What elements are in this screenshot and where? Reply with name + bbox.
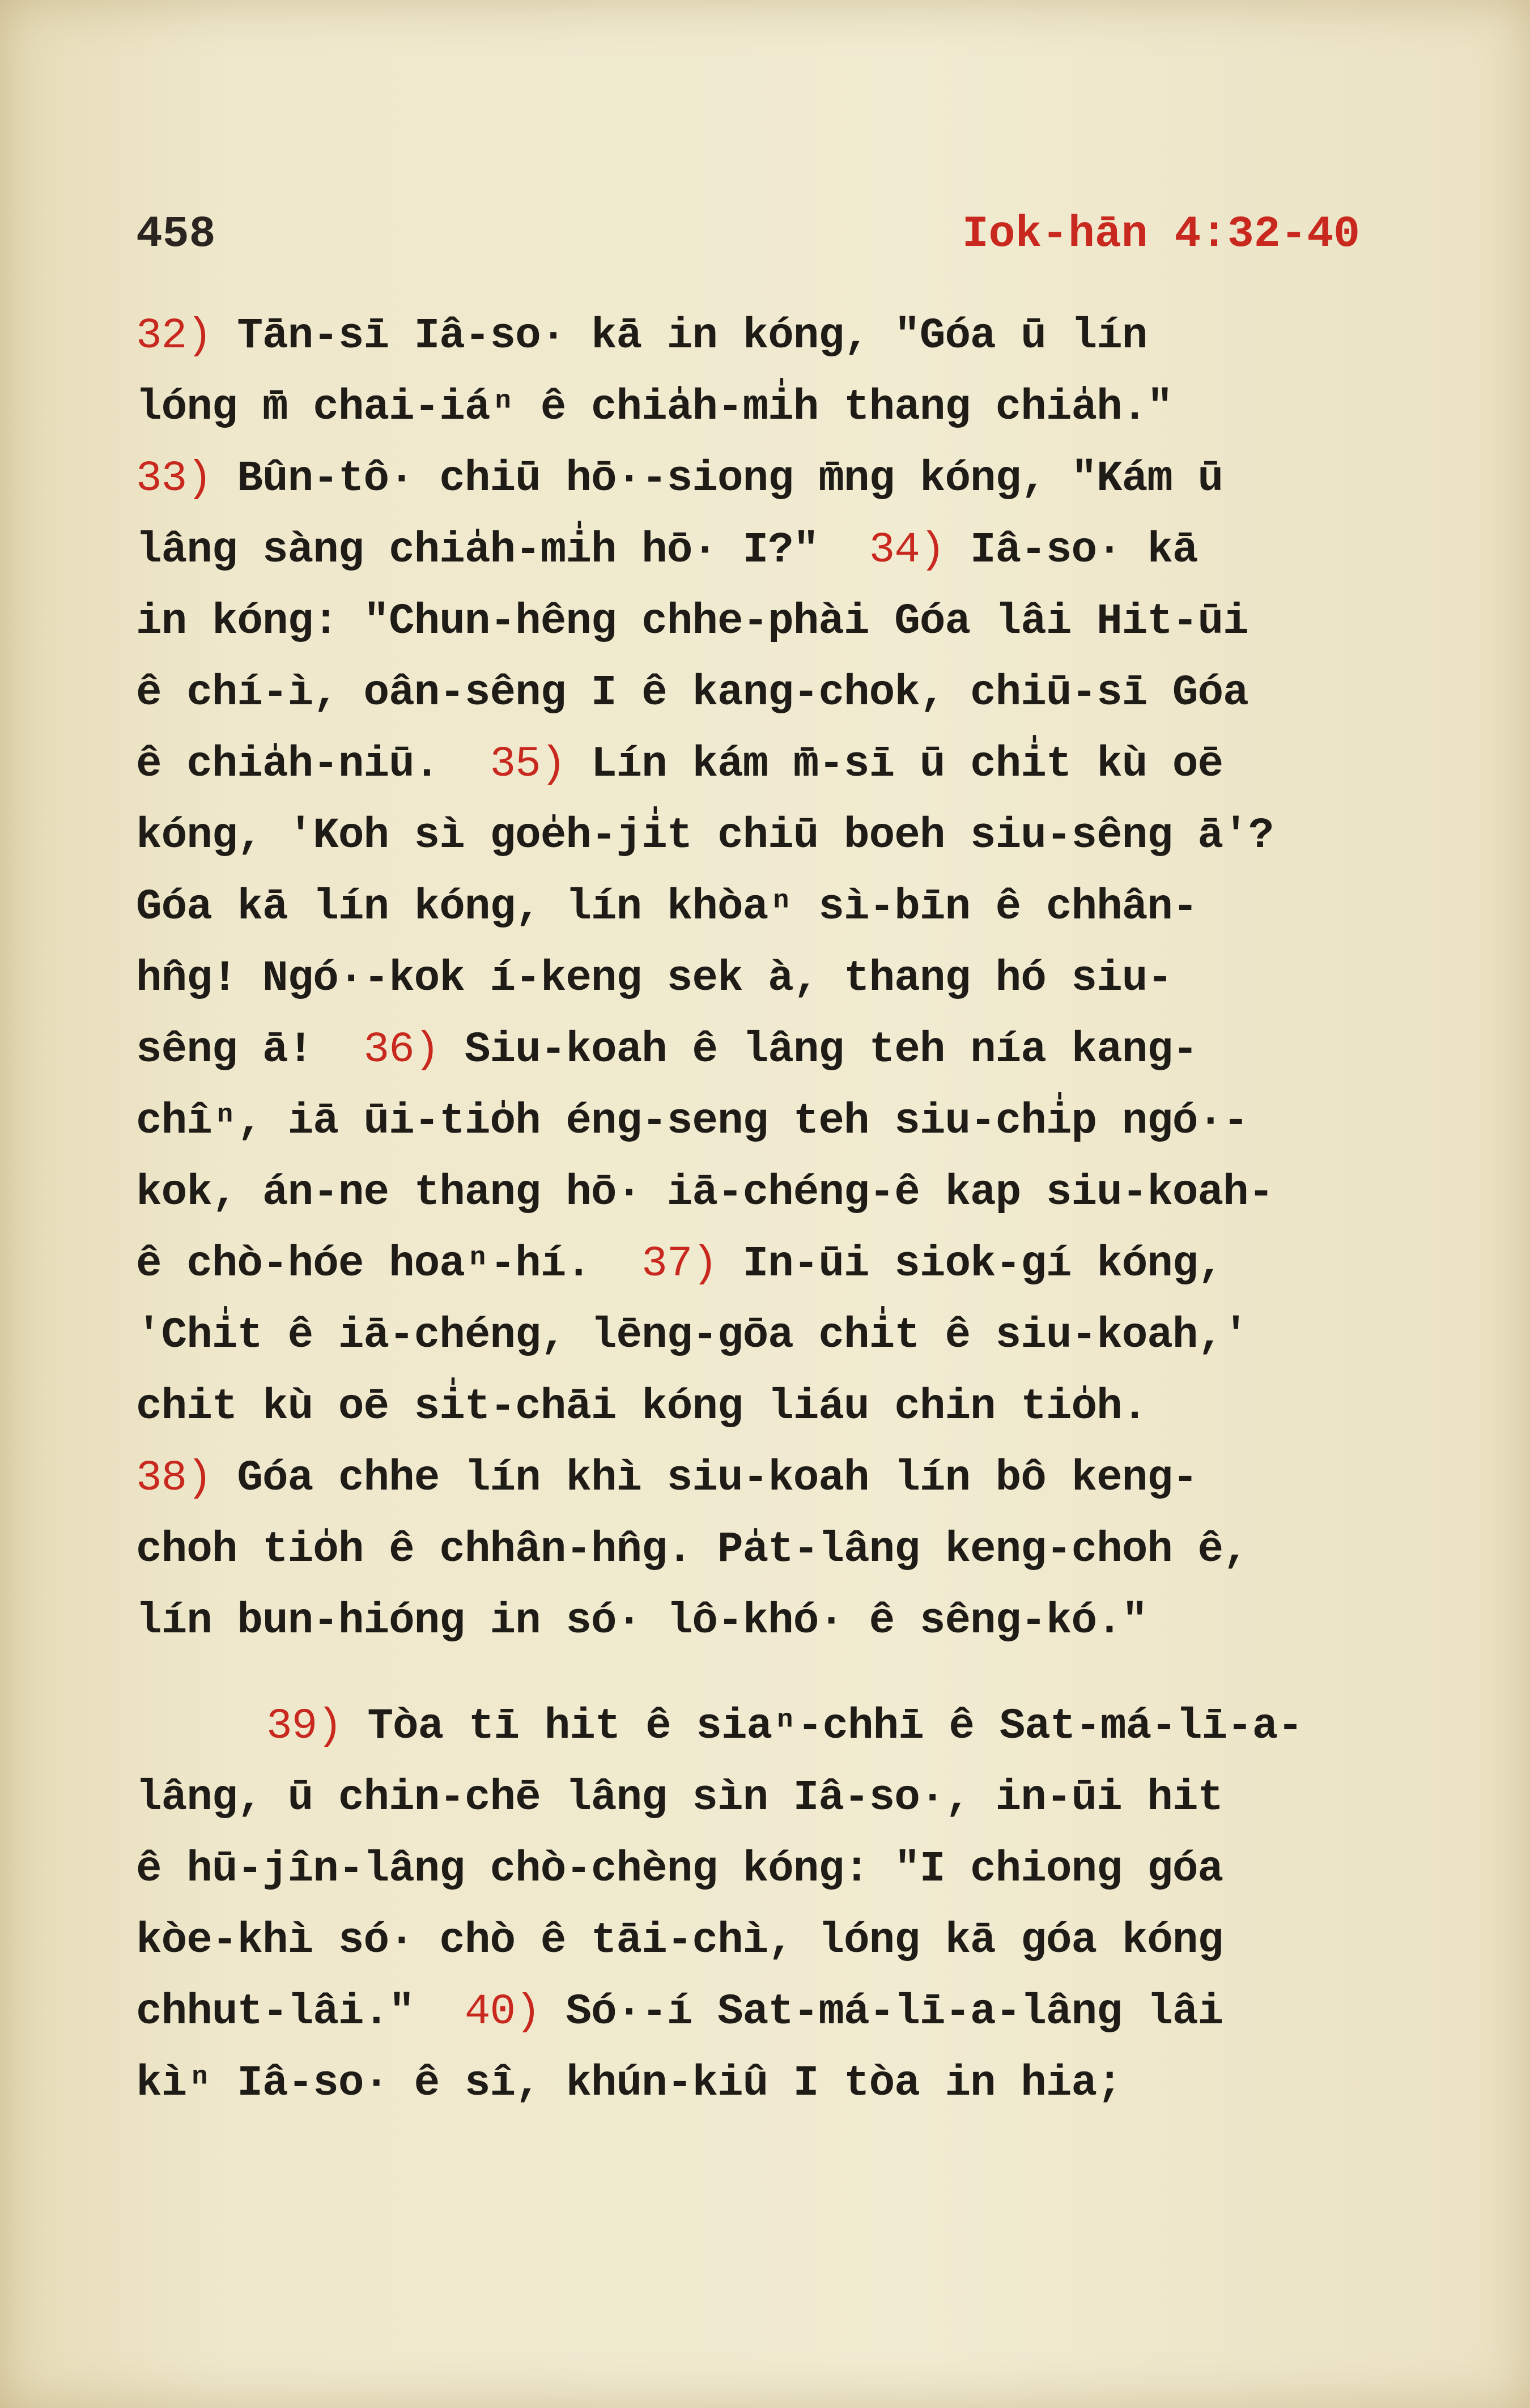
line-text: Lín kám m̄-sī ū chi̍t kù oē bbox=[566, 740, 1223, 789]
text-line bbox=[136, 1300, 1462, 1371]
text-line bbox=[136, 300, 1462, 372]
text-line bbox=[136, 1443, 1462, 1514]
running-title: Iok-hān 4:32-40 bbox=[962, 210, 1360, 259]
line-text: lâng sàng chia̍h-mi̍h hō· I?" bbox=[136, 526, 819, 575]
verse-number: 39) bbox=[266, 1702, 342, 1751]
line-text: kòe-khì só· chò ê tāi-chì, lóng kā góa kóng bbox=[136, 1916, 1223, 1965]
line-text: choh tio̍h ê chhân-hn̂g. Pa̍t-lâng keng-choh ê, bbox=[136, 1525, 1248, 1574]
page-number: 458 bbox=[136, 210, 216, 259]
line-text: Góa kā lín kóng, lín khòaⁿ sì-bīn ê chhân- bbox=[136, 883, 1198, 931]
text-line bbox=[136, 729, 1462, 800]
line-text: Bûn-tô· chiū hō·-siong m̄ng kóng, "Kám ū bbox=[211, 454, 1223, 503]
text-line bbox=[136, 657, 1462, 729]
line-text: lóng m̄ chai-iáⁿ ê chia̍h-mi̍h thang chia̍h." bbox=[136, 383, 1172, 432]
verse-number: 37) bbox=[641, 1240, 717, 1288]
text-line bbox=[136, 1514, 1462, 1585]
line-text: Góa chhe lín khì siu-koah lín bô keng- bbox=[211, 1454, 1198, 1503]
line-text: kok, án-ne thang hō· iā-chéng-ê kap siu-koah- bbox=[136, 1168, 1274, 1217]
line-text: Siu-koah ê lâng teh nía kang- bbox=[439, 1026, 1198, 1074]
line-text: sêng ā! bbox=[136, 1026, 313, 1074]
verse-number: 35) bbox=[490, 740, 566, 789]
text-line bbox=[136, 1833, 1462, 1905]
line-text: Só·-í Sat-má-lī-a-lâng lâi bbox=[540, 1988, 1223, 2036]
text-line bbox=[136, 2048, 1462, 2119]
verse-number: 36) bbox=[363, 1026, 440, 1074]
line-text: hn̂g! Ngó·-kok í-keng sek à, thang hó siu- bbox=[136, 954, 1172, 1003]
line-text: chit kù oē si̍t-chāi kóng liáu chin tio̍h. bbox=[136, 1382, 1148, 1431]
text-line bbox=[136, 1762, 1462, 1833]
text-line bbox=[136, 800, 1462, 871]
line-text: lâng, ū chin-chē lâng sìn Iâ-so·, in-ūi hit bbox=[136, 1773, 1223, 1822]
text-line bbox=[136, 1691, 1462, 1762]
line-text: in kóng: "Chun-hêng chhe-phài Góa lâi Hit-ūi bbox=[136, 597, 1248, 646]
line-text: ê chò-hóe hoaⁿ-hí. bbox=[136, 1240, 591, 1288]
text-line bbox=[136, 372, 1462, 443]
line-text: Tòa tī hit ê siaⁿ-chhī ê Sat-má-lī-a- bbox=[342, 1702, 1303, 1751]
text-line bbox=[136, 1976, 1462, 2048]
line-text: chhut-lâi." bbox=[136, 1988, 414, 2036]
verse-number: 34) bbox=[869, 526, 945, 575]
text-line bbox=[136, 1014, 1462, 1086]
line-text: 'Chi̍t ê iā-chéng, lēng-gōa chi̍t ê siu-koah,' bbox=[136, 1311, 1248, 1360]
text-line bbox=[136, 514, 1462, 586]
verse-number: 32) bbox=[136, 312, 212, 360]
page-header bbox=[136, 210, 1360, 278]
line-text: chîⁿ, iā ūi-tio̍h éng-seng teh siu-chi̍p ngó·- bbox=[136, 1097, 1248, 1146]
line-text: lín bun-hióng in só· lô-khó· ê sêng-kó." bbox=[136, 1597, 1148, 1645]
line-text: kìⁿ Iâ-so· ê sî, khún-kiû I tòa in hia; bbox=[136, 2059, 1122, 2108]
line-text: ê chí-ì, oân-sêng I ê kang-chok, chiū-sī Góa bbox=[136, 669, 1248, 717]
text-line bbox=[136, 1228, 1462, 1300]
line-text: In-ūi siok-gí kóng, bbox=[717, 1240, 1223, 1288]
line-text: Iâ-so· kā bbox=[945, 526, 1198, 575]
text-line bbox=[136, 1371, 1462, 1443]
verse-number: 40) bbox=[464, 1988, 541, 2036]
line-text: Tān-sī Iâ-so· kā in kóng, "Góa ū lín bbox=[211, 312, 1148, 360]
line-text: ê hū-jîn-lâng chò-chèng kóng: "I chiong góa bbox=[136, 1845, 1223, 1894]
paragraph-1 bbox=[136, 300, 1462, 1657]
text-line bbox=[136, 943, 1462, 1014]
text-line bbox=[136, 1086, 1462, 1157]
paragraph-2 bbox=[136, 1691, 1462, 2119]
text-line bbox=[136, 871, 1462, 943]
text-line bbox=[136, 443, 1462, 514]
verse-number: 33) bbox=[136, 454, 212, 503]
text-line bbox=[136, 1157, 1462, 1228]
text-line bbox=[136, 1585, 1462, 1657]
paragraph-gap bbox=[136, 1657, 1462, 1691]
line-text: kóng, 'Koh sì goe̍h-ji̍t chiū boeh siu-sêng ā'? bbox=[136, 811, 1274, 860]
line-text: ê chia̍h-niū. bbox=[136, 740, 440, 789]
text-line bbox=[136, 1905, 1462, 1976]
text-line bbox=[136, 586, 1462, 657]
verse-number: 38) bbox=[136, 1454, 212, 1503]
scripture-text bbox=[136, 300, 1462, 2119]
